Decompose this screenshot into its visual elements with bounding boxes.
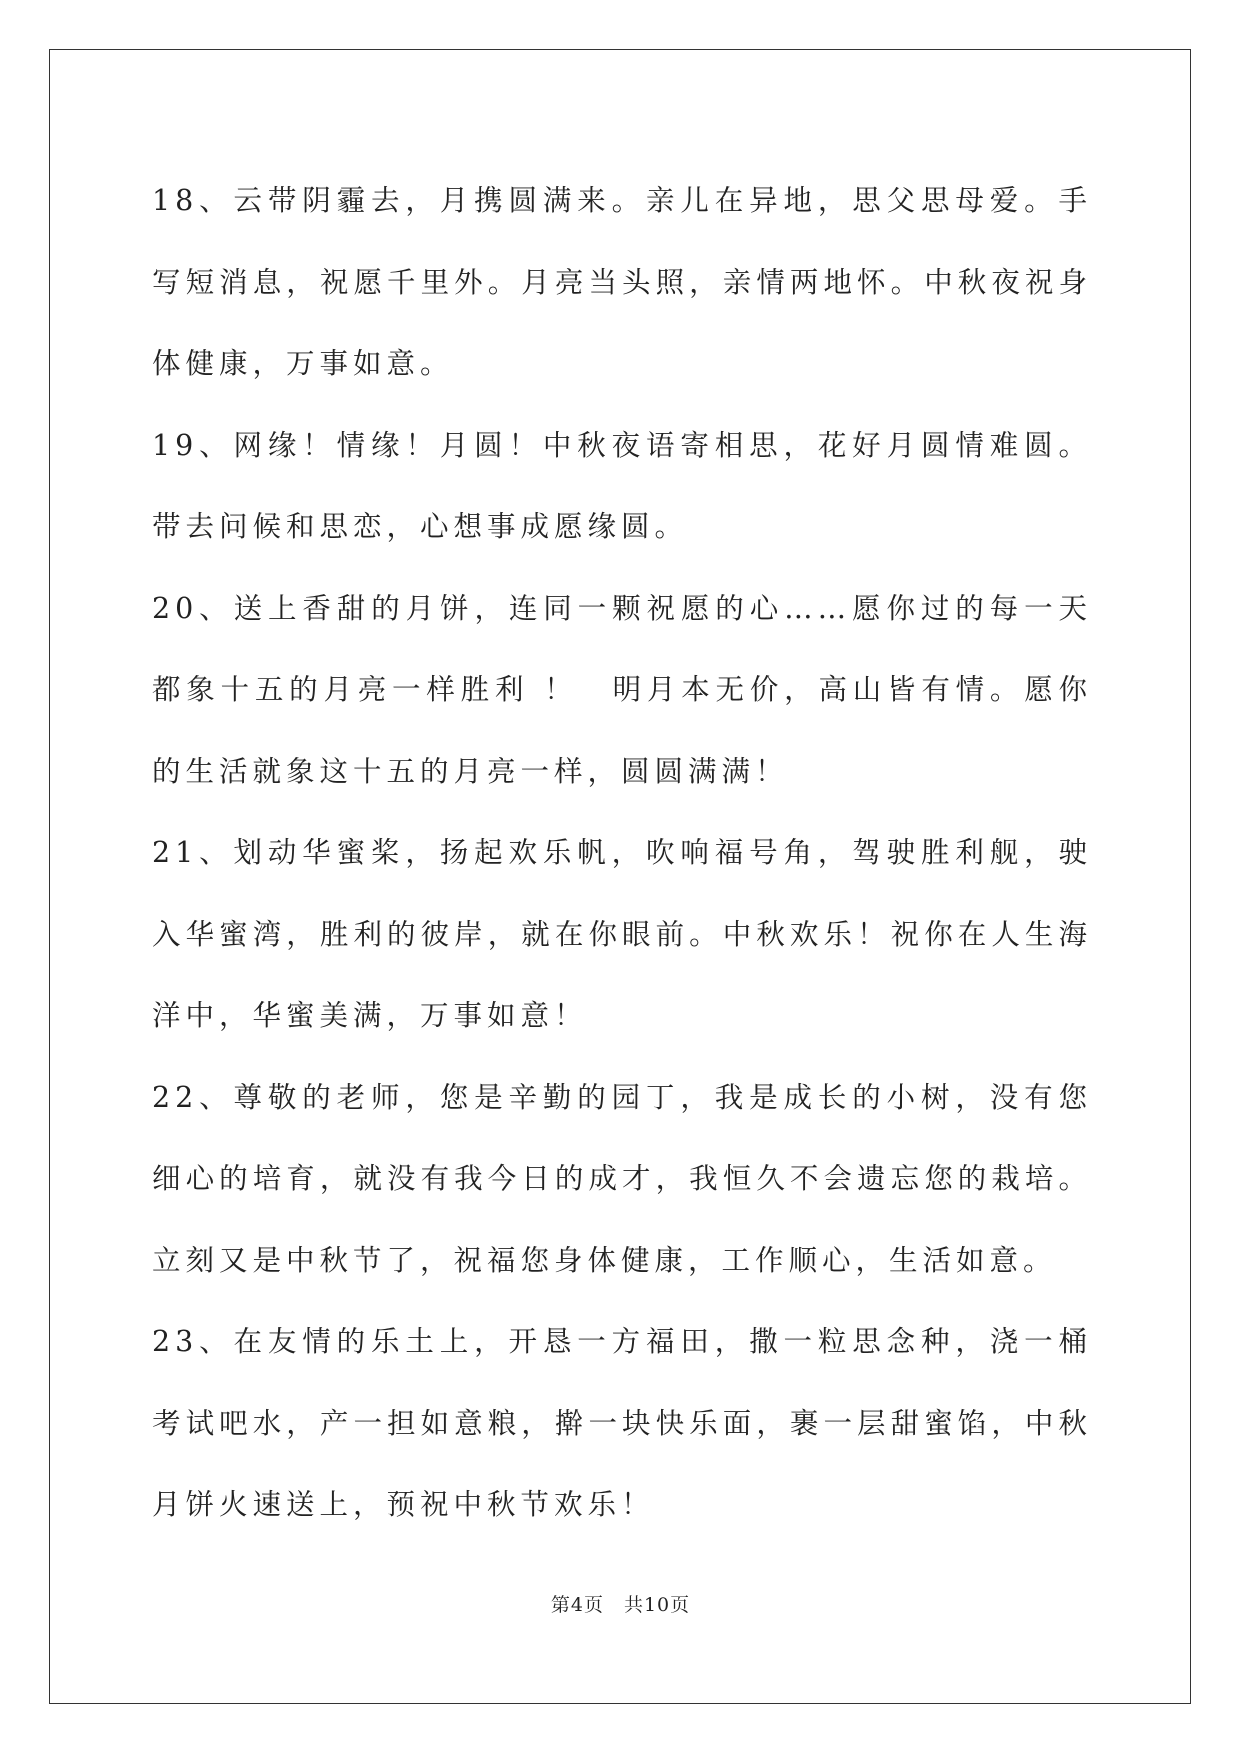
paragraph-20: 20、送上香甜的月饼，连同一颗祝愿的心……愿你过的每一天都象十五的月亮一样胜利 ！ 明月本无价，高山皆有情。愿你的生活就象这十五的月亮一样，圆圆满满！ [152,591,1092,788]
page-number: 第4页 共10页 [550,1594,691,1616]
document-body [152,160,1092,1546]
paragraph-22: 22、尊敬的老师，您是辛勤的园丁，我是成长的小树，没有您细心的培育，就没有我今日的成才，我恒久不会遗忘您的栽培。立刻又是中秋节了，祝福您身体健康，工作顺心，生活如意。 [152,1080,1092,1277]
paragraph-19: 19、网缘！情缘！月圆！中秋夜语寄相思，花好月圆情难圆。带去问候和思恋，心想事成愿缘圆。 [152,428,1092,543]
paragraph-18: 18、云带阴霾去，月携圆满来。亲儿在异地，思父思母爱。手写短消息，祝愿千里外。月亮当头照，亲情两地怀。中秋夜祝身体健康，万事如意。 [152,184,1092,380]
page-footer [0,1590,1241,1617]
paragraph-21: 21、划动华蜜桨，扬起欢乐帆，吹响福号角，驾驶胜利舰，驶入华蜜湾，胜利的彼岸，就在你眼前。中秋欢乐！祝你在人生海洋中，华蜜美满，万事如意！ [152,836,1092,1032]
paragraph-23: 23、在友情的乐土上，开恳一方福田，撒一粒思念种，浇一桶考试吧水，产一担如意粮，擀一块快乐面，裹一层甜蜜馅，中秋月饼火速送上，预祝中秋节欢乐！ [152,1325,1092,1521]
